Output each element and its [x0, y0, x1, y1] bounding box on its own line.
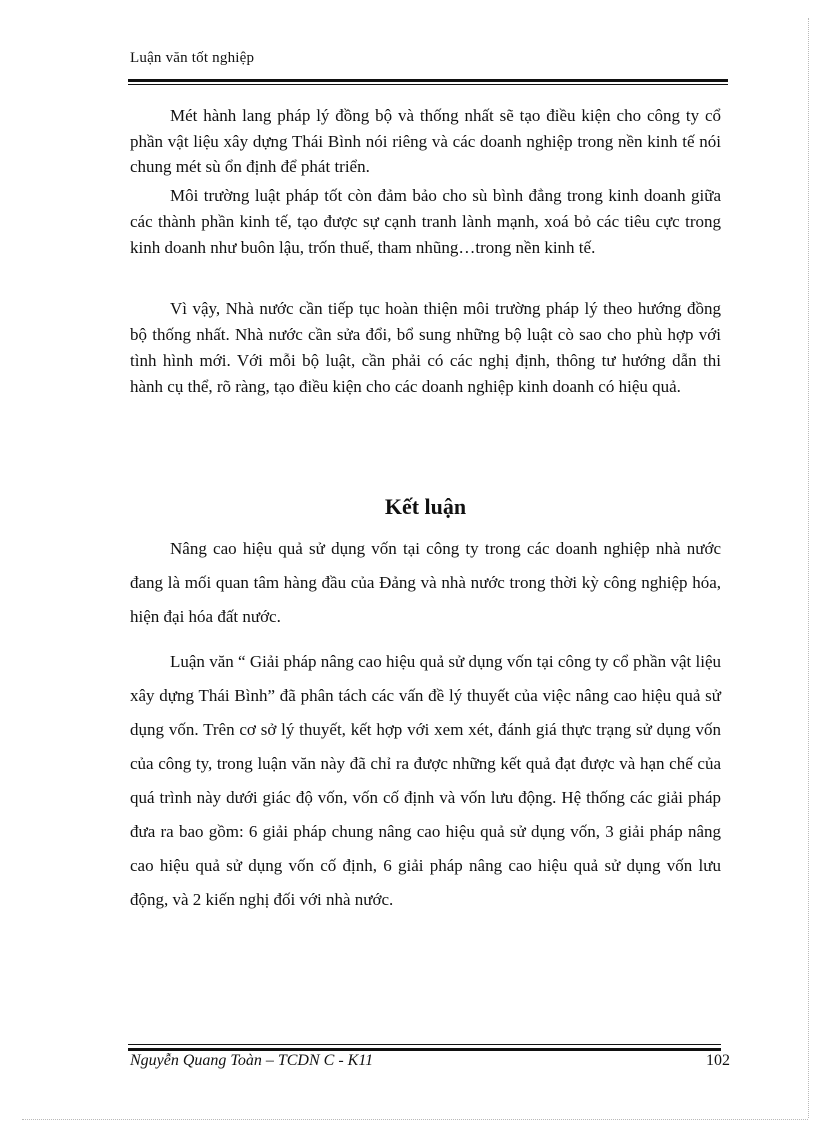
running-header: Luận văn tốt nghiệp	[130, 50, 255, 66]
paragraph-state-recommendation	[130, 296, 721, 400]
conclusion-paragraph-2	[130, 645, 721, 917]
page-number: 102	[706, 1052, 730, 1069]
footer-rule-thin	[128, 1044, 721, 1045]
paragraph-text: Nâng cao hiệu quả sử dụng vốn tại công ty trong các doanh nghiệp nhà nước đang là mối quan tâm hàng đầu của Đảng và nhà nước trong thời kỳ công nghiệp hóa, hiện đại hóa đất nước.	[130, 539, 721, 626]
page-edge-right	[808, 18, 809, 1118]
footer-rule-thick	[128, 1048, 721, 1051]
page-edge-bottom	[22, 1119, 808, 1120]
paragraph-text: Vì vậy, Nhà nước cần tiếp tục hoàn thiện môi trường pháp lý theo hướng đồng bộ thống nhất. Nhà nước cần sửa đổi, bổ sung những bộ luật cò sao cho phù hợp với tình hình mới. Với mỗi bộ luật, cần phải có các nghị định, thông tư hướng dẫn thi hành cụ thể, rõ ràng, tạo điều kiện cho các doanh nghiệp kinh doanh có hiệu quả.	[130, 299, 721, 396]
conclusion-paragraph-1	[130, 532, 721, 634]
paragraph-legal-environment	[130, 183, 721, 261]
section-heading-conclusion: Kết luận	[384, 494, 467, 519]
footer-author: Nguyễn Quang Toàn – TCDN C - K11	[130, 1052, 374, 1069]
header-rule-thick	[128, 79, 728, 82]
paragraph-text: Mét hành lang pháp lý đồng bộ và thống nhất sẽ tạo điều kiện cho công ty cổ phần vật liệu xây dựng Thái Bình nói riêng và các doanh nghiệp trong nền kinh tế nói chung mét sù ổn định để phát triển.	[130, 106, 721, 176]
paragraph-text: Luận văn “ Giải pháp nâng cao hiệu quả sử dụng vốn tại công ty cổ phần vật liệu xây dựng Thái Bình” đã phân tách các vấn đề lý thuyết của việc nâng cao hiệu quả sử dụng vốn. Trên cơ sở lý thuyết, kết hợp với xem xét, đánh giá thực trạng sử dụng vốn của công ty, trong luận văn này đã chỉ ra được những kết quả đạt được và hạn chế của quá trình này dưới giác độ vốn, vốn cố định và vốn lưu động. Hệ thống các giải pháp đưa ra bao gồm: 6 giải pháp chung nâng cao hiệu quả sử dụng vốn, 3 giải pháp nâng cao hiệu quả sử dụng vốn cố định, 6 giải pháp nâng cao hiệu quả sử dụng vốn lưu động, và 2 kiến nghị đối với nhà nước.	[130, 652, 721, 909]
paragraph-text: Môi trường luật pháp tốt còn đảm bảo cho sù bình đẳng trong kinh doanh giữa các thành phần kinh tế, tạo được sự cạnh tranh lành mạnh, xoá bỏ các tiêu cực trong kinh doanh như buôn lậu, trốn thuế, tham nhũng…trong nền kinh tế.	[130, 186, 721, 257]
paragraph-legal-corridor	[130, 103, 721, 180]
header-rule-thin	[128, 84, 728, 85]
